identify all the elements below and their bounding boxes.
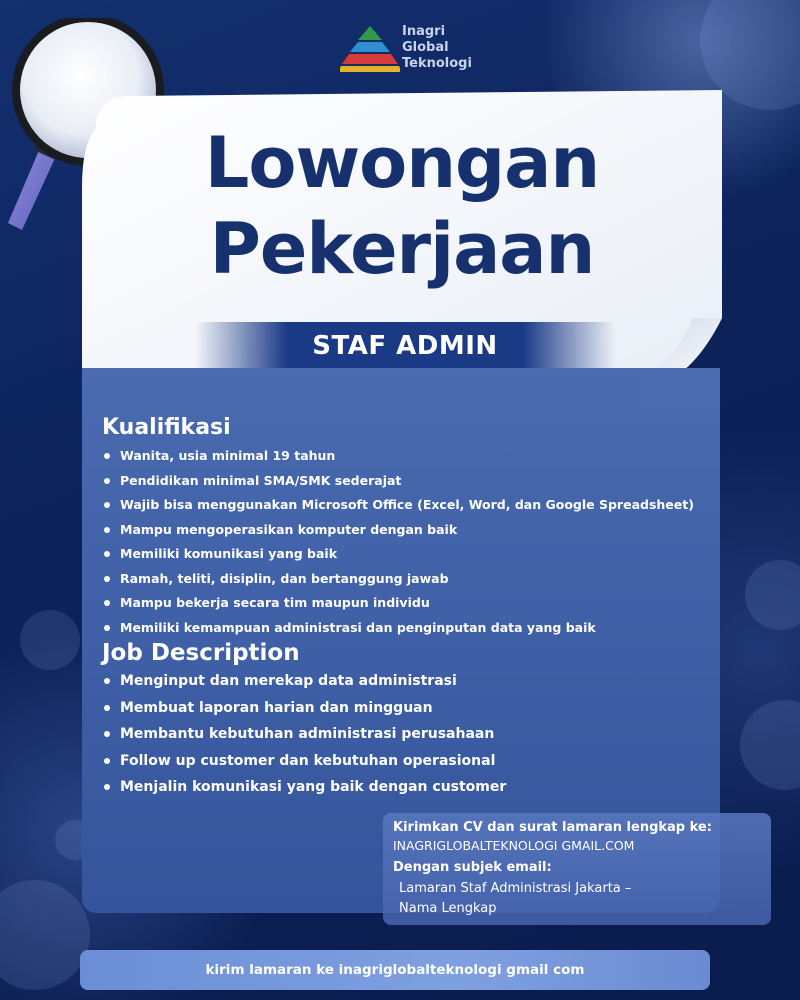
logo-wordmark xyxy=(402,24,472,72)
list-item: Mampu mengoperasikan komputer dengan baik xyxy=(102,520,694,545)
bokeh-decoration xyxy=(740,700,800,790)
list-item: Memiliki komunikasi yang baik xyxy=(102,544,694,569)
send-cv-label: Kirimkan CV dan surat lamaran lengkap ke: xyxy=(393,820,712,835)
logo-line: Inagri xyxy=(402,24,446,39)
inagri-pyramid-icon xyxy=(340,22,400,74)
job-description-title: Job Description xyxy=(102,640,300,666)
company-logo xyxy=(340,22,490,74)
bokeh-decoration xyxy=(0,880,90,990)
subject-line: Lamaran Staf Administrasi Jakarta – xyxy=(399,881,632,896)
list-item: Pendidikan minimal SMA/SMK sederajat xyxy=(102,471,694,496)
list-item: Membuat laporan harian dan mingguan xyxy=(102,698,506,725)
qualifications-title: Kualifikasi xyxy=(102,415,231,440)
list-item: Mampu bekerja secara tim maupun individu xyxy=(102,593,694,618)
bokeh-decoration xyxy=(20,610,80,670)
logo-line: Global xyxy=(402,40,449,55)
contact-email: INAGRIGLOBALTEKNOLOGI GMAIL.COM xyxy=(393,838,635,853)
list-item: Menjalin komunikasi yang baik dengan customer xyxy=(102,777,506,804)
list-item: Membantu kebutuhan administrasi perusahaan xyxy=(102,724,506,751)
list-item: Menginput dan merekap data administrasi xyxy=(102,671,506,698)
footer-bar xyxy=(80,950,710,990)
qualifications-list xyxy=(102,446,694,642)
job-description-list xyxy=(102,671,506,804)
list-item: Wanita, usia minimal 19 tahun xyxy=(102,446,694,471)
position-title: STAF ADMIN xyxy=(312,331,498,361)
list-item: Wajib bisa menggunakan Microsoft Office (Excel, Word, dan Google Spreadsheet) xyxy=(102,495,694,520)
subject-label: Dengan subjek email: xyxy=(393,860,552,875)
footer-text: kirim lamaran ke inagriglobalteknologi gmail com xyxy=(205,962,585,978)
logo-line: Teknologi xyxy=(402,56,472,71)
subject-line: Nama Lengkap xyxy=(399,901,497,916)
position-banner xyxy=(195,322,615,370)
list-item: Memiliki kemampuan administrasi dan penginputan data yang baik xyxy=(102,618,694,643)
list-item: Ramah, teliti, disiplin, dan bertanggung jawab xyxy=(102,569,694,594)
headline-line: Pekerjaan xyxy=(209,208,595,290)
headline xyxy=(82,120,722,292)
contact-box xyxy=(383,813,771,925)
bokeh-decoration xyxy=(745,560,800,630)
headline-line: Lowongan xyxy=(204,122,600,204)
list-item: Follow up customer dan kebutuhan operasional xyxy=(102,751,506,778)
